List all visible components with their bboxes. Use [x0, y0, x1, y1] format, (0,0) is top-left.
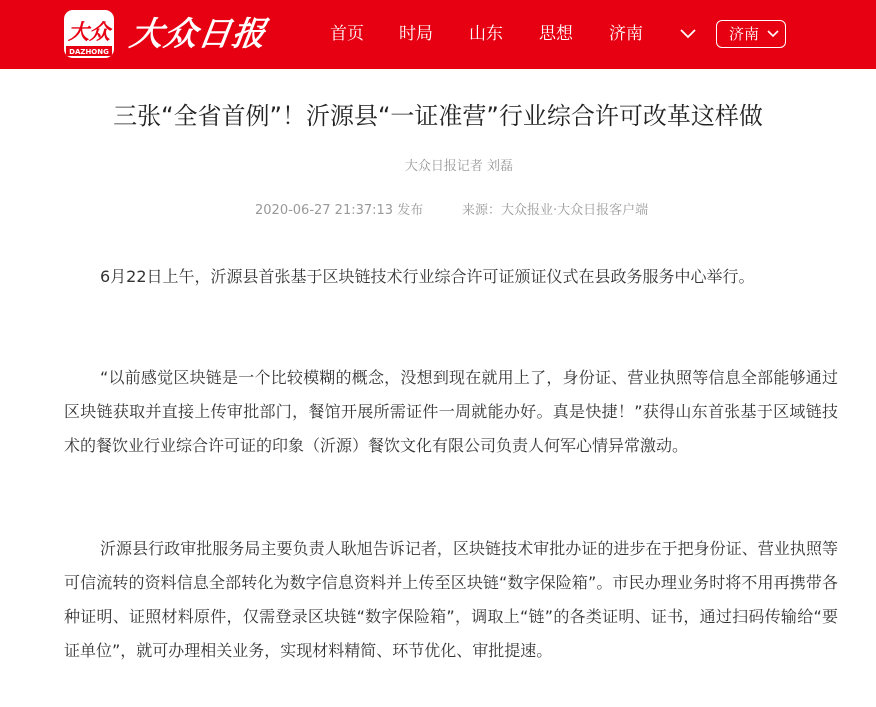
- top-navigation-bar: [0, 0, 876, 69]
- article-paragraph: 6月22日上午，沂源县首张基于区块链技术行业综合许可证颁证仪式在县政务服务中心举行。: [100, 267, 755, 286]
- brand-name[interactable]: 大众日报: [127, 14, 269, 53]
- city-select-dropdown[interactable]: [716, 20, 786, 48]
- nav-item-current-affairs[interactable]: 时局: [399, 24, 433, 44]
- logo-badge-text: 大众: [68, 19, 110, 44]
- article-title: 三张“全省首例”！沂源县“一证准营”行业综合许可改革这样做: [113, 102, 763, 130]
- nav-item-home[interactable]: 首页: [330, 24, 364, 44]
- main-nav: [0, 0, 876, 69]
- article-paragraph: “以前感觉区块链是一个比较模糊的概念，没想到现在就用上了，身份证、营业执照等信息全部能够通过区块链获取并直接上传审批部门，餐馆开展所需证件一周就能办好。真是快捷！”获得山东首张基于区域链技术的餐饮业行业综合许可证的印象（沂源）餐饮文化有限公司负责人何军心情异常激动。: [64, 368, 838, 455]
- city-select-value: 济南: [729, 25, 760, 43]
- nav-item-shandong[interactable]: 山东: [469, 24, 503, 44]
- publish-time: 2020-06-27 21:37:13 发布: [255, 203, 424, 218]
- nav-item-jinan[interactable]: 济南: [609, 24, 643, 44]
- article-source: 来源：大众报业·大众日报客户端: [462, 203, 649, 218]
- chevron-down-icon[interactable]: [678, 24, 698, 44]
- nav-item-thought[interactable]: 思想: [539, 24, 573, 44]
- chevron-down-icon: [767, 29, 779, 39]
- article-author: 大众日报记者 刘磊: [404, 159, 514, 174]
- article-paragraph: 沂源县行政审批服务局主要负责人耿旭告诉记者，区块链技术审批办证的进步在于把身份证、营业执照等可信流转的资料信息全部转化为数字信息资料并上传至区块链“数字保险箱”。市民办理业务时将不用再携带各种证明、证照材料原件，仅需登录区块链“数字保险箱”，调取上“链”的各类证明、证书，通过扫码传输给“要证单位”，就可办理相关业务，实现材料精简、环节优化、审批提速。: [64, 539, 838, 660]
- logo-badge-subtext: DAZHONG: [69, 48, 109, 56]
